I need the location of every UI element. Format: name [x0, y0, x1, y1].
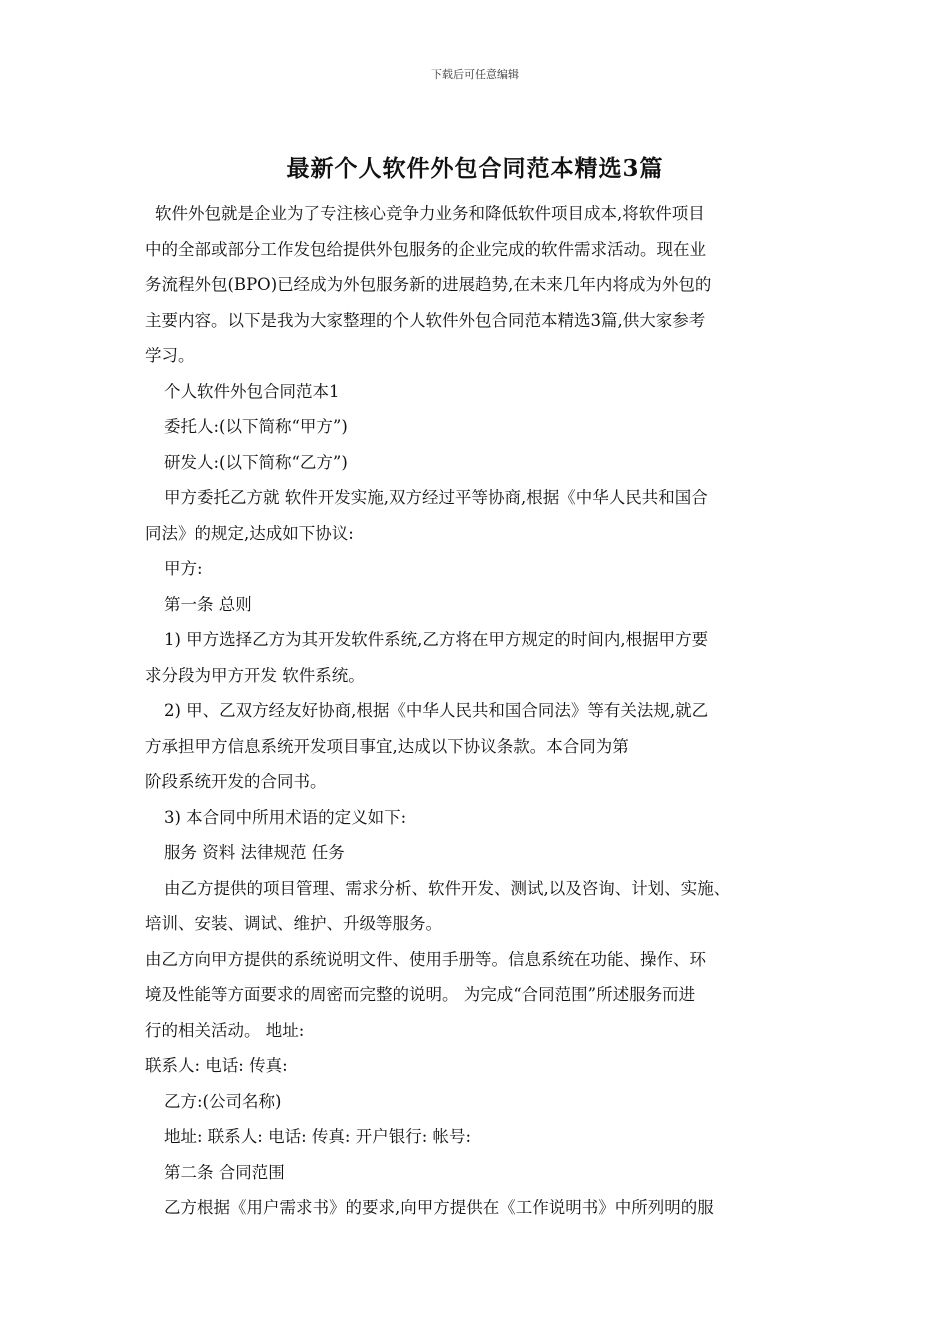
text-line: 行的相关活动。 地址: [145, 1020, 305, 1040]
text-line: 地址: 联系人: 电话: 传真: 开户银行: 帐号: [164, 1127, 472, 1146]
text-line: 由乙方向甲方提供的系统说明文件、使用手册等。信息系统在功能、操作、环 [145, 949, 706, 969]
text-line: 个人软件外包合同范本1 [164, 381, 340, 401]
text-line: 中的全部或部分工作发包给提供外包服务的企业完成的软件需求活动。现在业 [145, 239, 706, 259]
text-line: 甲方委托乙方就 软件开发实施,双方经过平等协商,根据《中华人民共和国合 [164, 488, 708, 507]
text-line: 主要内容。以下是我为大家整理的个人软件外包合同范本精选3篇,供大家参考 [145, 310, 706, 330]
text-line: 阶段系统开发的合同书。 [145, 772, 327, 791]
text-line: 乙方:(公司名称) [164, 1091, 282, 1111]
text-line: 研发人:(以下简称“乙方”) [164, 452, 348, 472]
text-line: 1) 甲方选择乙方为其开发软件系统,乙方将在甲方规定的时间内,根据甲方要 [164, 630, 709, 649]
text-line: 方承担甲方信息系统开发项目事宜,达成以下协议条款。本合同为第 [145, 736, 629, 756]
text-line: 务流程外包(BPO)已经成为外包服务新的进展趋势,在未来几年内将成为外包的 [145, 275, 712, 294]
text-line: 同法》的规定,达成如下协议: [145, 523, 354, 543]
text-line: 3) 本合同中所用术语的定义如下: [164, 807, 407, 827]
page-header: 下载后可任意编辑 [431, 68, 519, 81]
text-line: 境及性能等方面要求的周密而完整的说明。 为完成“合同范围”所述服务而进 [145, 985, 696, 1004]
text-line: 求分段为甲方开发 软件系统。 [145, 665, 365, 685]
document-body [145, 196, 817, 1226]
text-line: 学习。 [145, 346, 195, 365]
text-line: 乙方根据《用户需求书》的要求,向甲方提供在《工作说明书》中所列明的服 [164, 1198, 714, 1217]
text-line: 委托人:(以下简称“甲方”) [164, 417, 348, 436]
text-line: 第一条 总则 [164, 594, 252, 614]
text-line: 甲方: [164, 559, 203, 578]
text-line: 联系人: 电话: 传真: [145, 1056, 288, 1075]
text-line: 第二条 合同范围 [164, 1162, 285, 1182]
text-line: 软件外包就是企业为了专注核心竞争力业务和降低软件项目成本,将软件项目 [155, 204, 705, 223]
text-line: 服务 资料 法律规范 任务 [164, 843, 345, 862]
text-line: 由乙方提供的项目管理、需求分析、软件开发、测试,以及咨询、计划、实施、 [164, 878, 731, 898]
text-line: 2) 甲、乙双方经友好协商,根据《中华人民共和国合同法》等有关法规,就乙 [164, 701, 709, 720]
document-title: 最新个人软件外包合同范本精选3篇 [286, 155, 664, 182]
text-line: 培训、安装、调试、维护、升级等服务。 [145, 914, 442, 933]
